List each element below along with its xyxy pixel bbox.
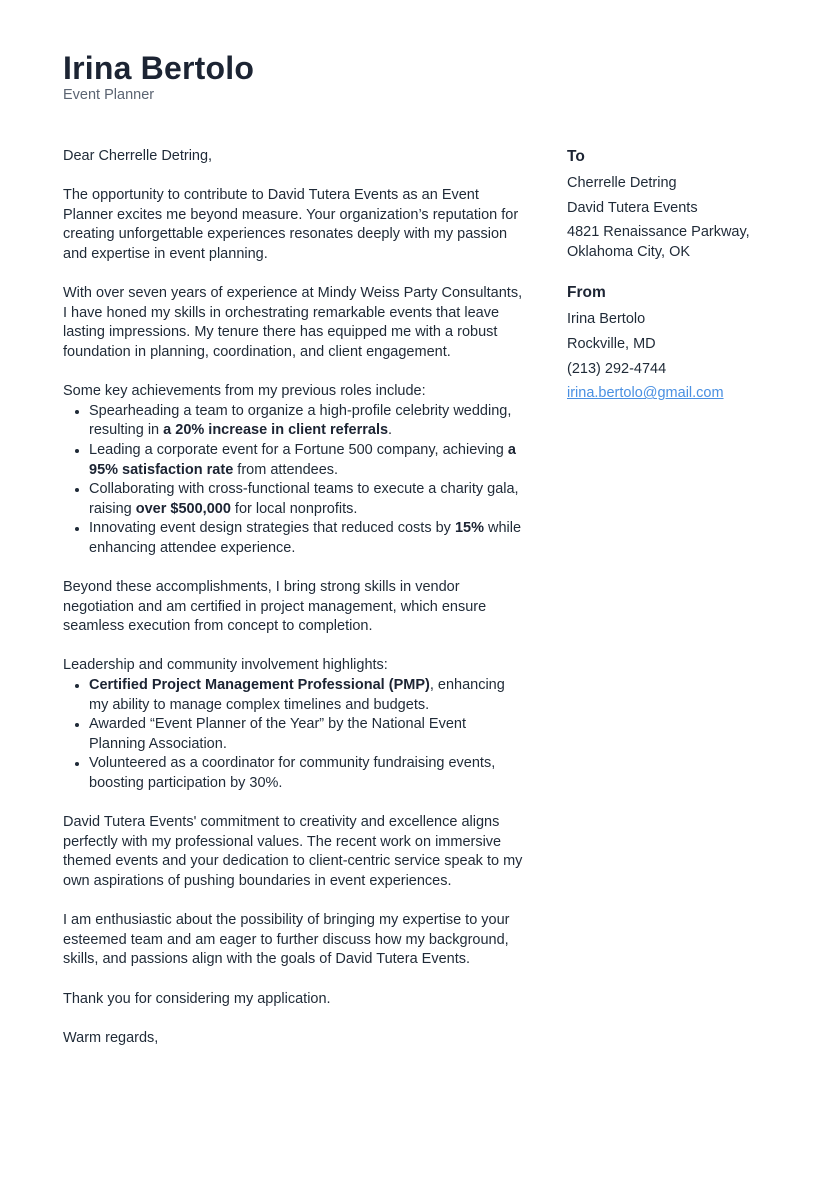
achievements-intro: Some key achievements from my previous roles include: (63, 383, 426, 400)
list-item-highlight: 15% (454, 520, 484, 537)
sender-block (567, 284, 787, 403)
contact-sidebar (567, 148, 787, 409)
list-item (89, 480, 525, 519)
list-item (89, 441, 525, 480)
list-item-text: while enhancing attendee experience. (89, 520, 522, 556)
list-item (89, 676, 525, 715)
paragraph-values: David Tutera Events' commitment to creativity and excellence aligns perfectly with my professional values. The recent work on immersive themed events and your dedication to client-centric service speak to my own aspirations of pushing boundaries in event experiences. (63, 814, 523, 889)
list-item-highlight: Certified Project Management Professional (PMP) (89, 677, 430, 694)
recipient-address: 4821 Renaissance Parkway, Oklahoma City, OK (567, 224, 750, 260)
sender-phone: (213) 292-4744 (567, 360, 667, 377)
list-item-text: Volunteered as a coordinator for community fundraising events, boosting participation by 30%. (89, 755, 496, 791)
list-item-text: , enhancing my ability to manage complex timelines and budgets. (89, 677, 505, 713)
paragraph-experience: With over seven years of experience at Mindy Weiss Party Consultants, I have honed my skills in orchestrating remarkable events that leave lasting impressions. My tenure there has equipped me with a robust foundation in planning, coordination, and client engagement. (63, 285, 523, 360)
salutation: Dear Cherrelle Detring, (63, 148, 213, 164)
recipient-block (567, 148, 787, 262)
paragraph-enthusiasm: I am enthusiastic about the possibility of bringing my expertise to your esteemed team and am eager to further discuss how my background, skills, and passions align with the goals of David Tutera Events. (63, 912, 510, 968)
sender-name: Irina Bertolo (567, 311, 646, 328)
list-item-highlight: a 20% increase in client referrals (163, 422, 389, 439)
paragraph-intro: The opportunity to contribute to David Tutera Events as an Event Planner excites me beyond measure. Your organization’s reputation for creating unforgettable experiences resonates deeply with my passion and expertise in event planning. (63, 187, 519, 262)
sender-email-link[interactable]: irina.bertolo@gmail.com (567, 385, 724, 402)
list-item-text: Awarded “Event Planner of the Year” by the National Event Planning Association. (89, 716, 466, 752)
list-item (89, 402, 525, 441)
recipient-name: Cherrelle Detring (567, 175, 677, 191)
leadership-list (63, 676, 525, 794)
list-item-text: Leading a corporate event for a Fortune 500 company, achieving (89, 441, 508, 458)
recipient-company: David Tutera Events (567, 199, 698, 216)
list-item (89, 715, 525, 754)
applicant-name: Irina Bertolo (63, 50, 255, 86)
list-item (89, 519, 525, 558)
to-heading: To (567, 148, 585, 165)
list-item-highlight: over $500,000 (135, 500, 231, 517)
list-item (89, 754, 525, 793)
closing: Warm regards, (63, 1029, 159, 1046)
paragraph-thanks: Thank you for considering my application. (63, 990, 331, 1007)
sender-city: Rockville, MD (567, 335, 656, 352)
achievements-list (63, 402, 525, 559)
paragraph-skills: Beyond these accomplishments, I bring strong skills in vendor negotiation and am certified in project management, which ensure seamless execution from concept to completion. (63, 579, 487, 635)
from-heading: From (567, 284, 606, 302)
list-item-text: for local nonprofits. (230, 500, 358, 517)
list-item-text: Collaborating with cross-functional teams to execute a charity gala, raising (89, 481, 519, 517)
letter-body (63, 147, 525, 1068)
list-item-text: Innovating event design strategies that reduced costs by (89, 520, 455, 537)
list-item-text: . (388, 422, 393, 439)
list-item-text: Spearheading a team to organize a high-profile celebrity wedding, resulting in (89, 402, 512, 439)
list-item-text: from attendees. (233, 461, 339, 478)
leadership-intro: Leadership and community involvement highlights: (63, 657, 388, 674)
applicant-role: Event Planner (63, 87, 155, 103)
list-item-highlight: a 95% satisfaction rate (89, 441, 516, 478)
